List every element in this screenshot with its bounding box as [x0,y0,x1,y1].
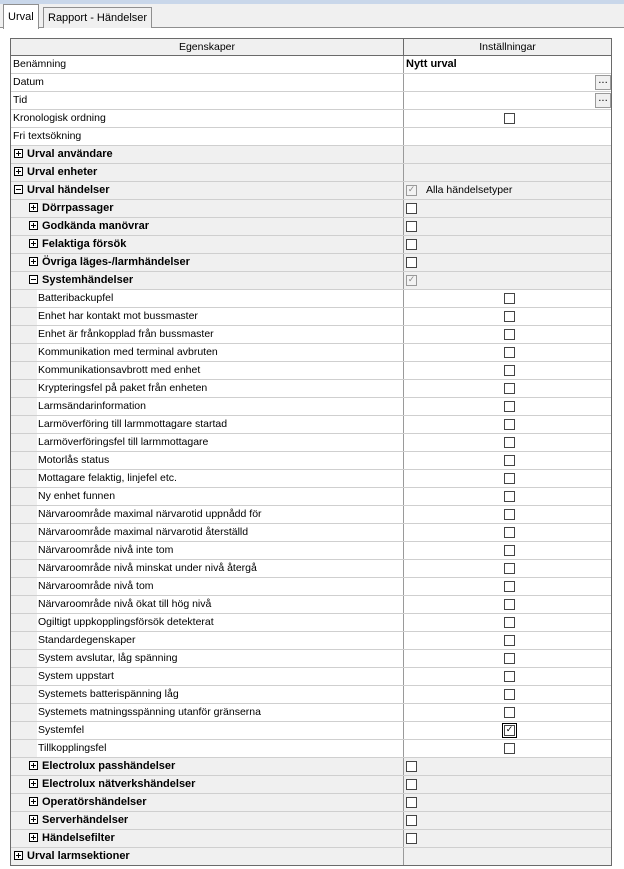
row-electrolux-passhandelser[interactable] [11,758,611,776]
collapse-minus-icon[interactable] [29,275,38,284]
tab-bar [0,4,624,28]
larmoverforing-startad-checkbox[interactable] [504,419,515,430]
matningsspanning-utanfor-checkbox[interactable] [504,707,515,718]
row-label: Närvaroområde maximal närvarotid återställd [38,526,249,538]
row-label: Felaktiga försök [42,238,127,250]
row-systemfel[interactable] [11,722,611,740]
row-ovriga-lageslarmhandelser[interactable] [11,254,611,272]
row-batterispanning-lag[interactable] [11,686,611,704]
narvaroomrade-okat-checkbox[interactable] [504,599,515,610]
row-label: System avslutar, låg spänning [38,652,178,664]
row-label: Närvaroområde nivå ökat till hög nivå [38,598,212,610]
row-label: Närvaroområde maximal närvarotid uppnådd för [38,508,262,520]
row-label: Electrolux passhändelser [42,760,176,772]
larmoverforingsfel-checkbox[interactable] [504,437,515,448]
row-krypteringsfel[interactable] [11,380,611,398]
row-urval-enheter[interactable] [11,164,611,182]
ny-enhet-funnen-checkbox[interactable] [504,491,515,502]
row-label: Fri textsökning [13,130,82,142]
row-label: Ogiltigt uppkopplingsförsök detekterat [38,616,214,628]
handelsefilter-checkbox[interactable] [406,833,417,844]
row-label: Systemets matningsspänning utanför gränserna [38,706,261,718]
row-label: Ny enhet funnen [38,490,116,502]
row-electrolux-natverkshandelser[interactable] [11,776,611,794]
row-label: Enhet är frånkopplad från bussmaster [38,328,214,340]
benamning-value[interactable]: Nytt urval [406,58,457,70]
row-tid[interactable] [11,92,611,110]
datum-ellipsis-button[interactable]: ... [595,75,611,90]
row-narvaroomrade-max-aterstalld[interactable] [11,524,611,542]
row-label: Larmsändarinformation [38,400,146,412]
row-batteribackupfel[interactable] [11,290,611,308]
larmsandarinformation-checkbox[interactable] [504,401,515,412]
row-kommunikationsavbrott-enhet[interactable] [11,362,611,380]
row-matningsspanning-utanfor[interactable] [11,704,611,722]
row-label: System uppstart [38,670,114,682]
row-larmsandarinformation[interactable] [11,398,611,416]
row-larmoverforingsfel[interactable] [11,434,611,452]
godkanda-manovrar-checkbox[interactable] [406,221,417,232]
row-label: Kommunikationsavbrott med enhet [38,364,201,376]
row-benamning[interactable] [11,56,611,74]
row-enhet-kontakt-bussmaster[interactable] [11,308,611,326]
row-urval-handelser[interactable] [11,182,611,200]
system-avslutar-checkbox[interactable] [504,653,515,664]
dorrpassager-checkbox[interactable] [406,203,417,214]
krypteringsfel-checkbox[interactable] [504,383,515,394]
row-datum[interactable] [11,74,611,92]
row-narvaroomrade-tom[interactable] [11,578,611,596]
row-narvaroomrade-minskat[interactable] [11,560,611,578]
row-ny-enhet-funnen[interactable] [11,488,611,506]
row-label: Urval händelser [27,184,110,196]
expand-plus-icon[interactable] [29,221,38,230]
row-label: Serverhändelser [42,814,129,826]
property-grid [10,38,612,866]
kommunikation-terminal-avbruten-checkbox[interactable] [504,347,515,358]
grid-header [11,39,611,56]
kronologisk-ordning-checkbox[interactable] [504,113,515,124]
narvaroomrade-minskat-checkbox[interactable] [504,563,515,574]
row-label: Godkända manövrar [42,220,149,232]
expand-plus-icon[interactable] [29,761,38,770]
row-fri-textsokning[interactable] [11,128,611,146]
row-operatorshandelser[interactable] [11,794,611,812]
header-egenskaper[interactable]: Egenskaper [11,39,404,55]
row-standardegenskaper[interactable] [11,632,611,650]
row-label: Enhet har kontakt mot bussmaster [38,310,198,322]
row-label: Batteribackupfel [38,292,114,304]
row-tillkopplingsfel[interactable] [11,740,611,758]
row-label: Electrolux nätverkshändelser [42,778,196,790]
narvaroomrade-max-uppnadd-checkbox[interactable] [504,509,515,520]
expand-plus-icon[interactable] [29,257,38,266]
row-label: Motorlås status [38,454,110,466]
row-label: Systemfel [38,724,85,736]
row-urval-larmsektioner[interactable] [11,848,611,866]
system-uppstart-checkbox[interactable] [504,671,515,682]
batterispanning-lag-checkbox[interactable] [504,689,515,700]
row-system-uppstart[interactable] [11,668,611,686]
row-narvaroomrade-inte-tom[interactable] [11,542,611,560]
row-enhet-frankopplad-bussmaster[interactable] [11,326,611,344]
felaktiga-forsok-checkbox[interactable] [406,239,417,250]
row-label: Dörrpassager [42,202,114,214]
row-label: Larmöverföringsfel till larmmottagare [38,436,209,448]
narvaroomrade-inte-tom-checkbox[interactable] [504,545,515,556]
expand-plus-icon[interactable] [29,779,38,788]
narvaroomrade-tom-checkbox[interactable] [504,581,515,592]
expand-plus-icon[interactable] [14,167,23,176]
row-label: Benämning [13,58,67,70]
row-label: Händelsefilter [42,832,115,844]
row-narvaroomrade-okat[interactable] [11,596,611,614]
row-urval-anvandare[interactable] [11,146,611,164]
row-kronologisk-ordning[interactable] [11,110,611,128]
row-felaktiga-forsok[interactable] [11,236,611,254]
enhet-frankopplad-bussmaster-checkbox[interactable] [504,329,515,340]
alla-handelsetyper-checkbox[interactable]: ✓ [407,185,416,195]
row-label: Systemhändelser [42,274,134,286]
row-label: Kronologisk ordning [13,112,106,124]
motorlas-status-checkbox[interactable] [504,455,515,466]
tab-urval[interactable]: Urval [3,4,39,29]
row-label: Mottagare felaktig, linjefel etc. [38,472,177,484]
ovriga-lageslarmhandelser-checkbox[interactable] [406,257,417,268]
row-ogiltigt-uppkopplingsforsok[interactable] [11,614,611,632]
systemfel-checkbox[interactable]: ✓ [505,725,514,735]
row-narvaroomrade-max-uppnadd[interactable] [11,506,611,524]
expand-plus-icon[interactable] [29,797,38,806]
alla-handelsetyper-label: Alla händelsetyper [426,184,513,196]
expand-plus-icon[interactable] [14,851,23,860]
narvaroomrade-max-aterstalld-checkbox[interactable] [504,527,515,538]
row-label: Närvaroområde nivå inte tom [38,544,174,556]
electrolux-passhandelser-checkbox[interactable] [406,761,417,772]
row-godkanda-manovrar[interactable] [11,218,611,236]
electrolux-natverkshandelser-checkbox[interactable] [406,779,417,790]
expand-plus-icon[interactable] [29,239,38,248]
mottagare-felaktig-checkbox[interactable] [504,473,515,484]
row-label: Övriga läges-/larmhändelser [42,256,190,268]
row-label: Operatörshändelser [42,796,147,808]
expand-plus-icon[interactable] [29,203,38,212]
row-mottagare-felaktig[interactable] [11,470,611,488]
row-handelsefilter[interactable] [11,830,611,848]
expand-plus-icon[interactable] [29,815,38,824]
row-label: Urval enheter [27,166,98,178]
tab-rapport-handelser[interactable]: Rapport - Händelser [43,7,152,28]
enhet-kontakt-bussmaster-checkbox[interactable] [504,311,515,322]
row-label: Tid [13,94,28,106]
row-label: Närvaroområde nivå tom [38,580,154,592]
row-label: Datum [13,76,44,88]
systemhandelser-checkbox[interactable]: ✓ [407,275,416,285]
row-label: Kommunikation med terminal avbruten [38,346,218,358]
row-systemhandelser[interactable] [11,272,611,290]
row-label: Standardegenskaper [38,634,136,646]
row-kommunikation-terminal-avbruten[interactable] [11,344,611,362]
row-label: Larmöverföring till larmmottagare startad [38,418,228,430]
row-label: Urval användare [27,148,113,160]
row-label: Krypteringsfel på paket från enheten [38,382,208,394]
tid-ellipsis-button[interactable]: ... [595,93,611,108]
operatorshandelser-checkbox[interactable] [406,797,417,808]
standardegenskaper-checkbox[interactable] [504,635,515,646]
expand-plus-icon[interactable] [14,149,23,158]
expand-plus-icon[interactable] [29,833,38,842]
ogiltigt-uppkopplingsforsok-checkbox[interactable] [504,617,515,628]
row-label: Systemets batterispänning låg [38,688,179,700]
row-label: Urval larmsektioner [27,850,130,862]
serverhandelser-checkbox[interactable] [406,815,417,826]
collapse-minus-icon[interactable] [14,185,23,194]
row-motorlas-status[interactable] [11,452,611,470]
row-serverhandelser[interactable] [11,812,611,830]
row-label: Närvaroområde nivå minskat under nivå återgå [38,562,257,574]
row-system-avslutar[interactable] [11,650,611,668]
row-larmoverforing-startad[interactable] [11,416,611,434]
header-installningar[interactable]: Inställningar [479,41,536,53]
kommunikationsavbrott-enhet-checkbox[interactable] [504,365,515,376]
row-label: Tillkopplingsfel [38,742,107,754]
tillkopplingsfel-checkbox[interactable] [504,743,515,754]
batteribackupfel-checkbox[interactable] [504,293,515,304]
row-dorrpassager[interactable] [11,200,611,218]
